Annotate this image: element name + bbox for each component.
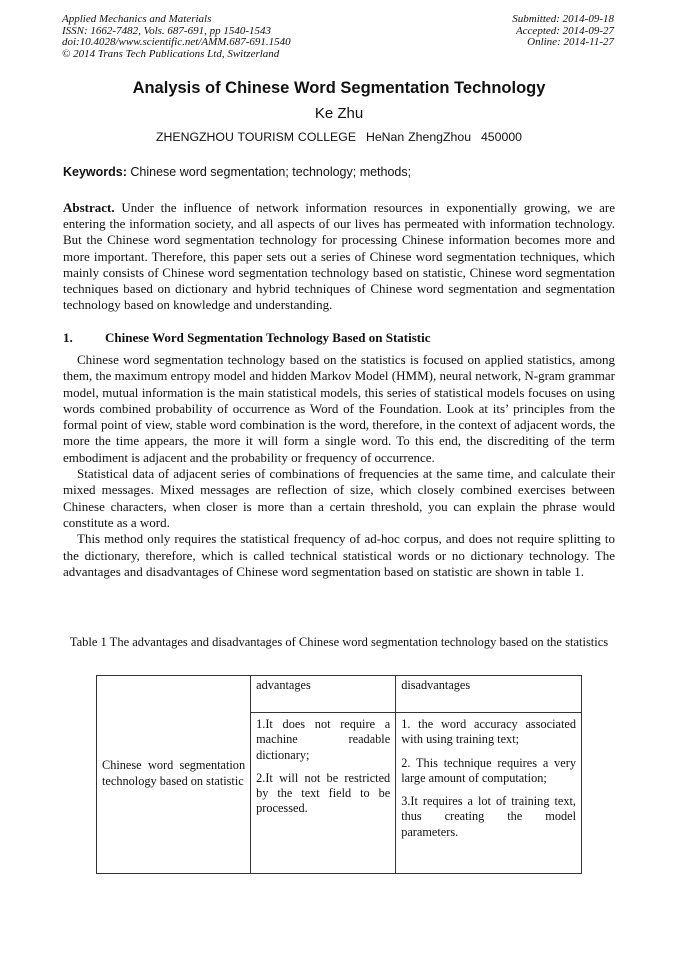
keywords-label: Keywords: <box>63 165 127 179</box>
body-paragraph: Statistical data of adjacent series of combinations of frequencies at the same time, and calculate their mixed messages. Mixed messages are reflection of size, which closely combined exercises between Chinese characters, when closer is more than a certain threshold, you can explain the phrase would constitute as a word. <box>63 466 615 530</box>
disadvantages-cell <box>396 713 582 874</box>
advantages-cell <box>251 713 396 874</box>
advantages-table <box>96 675 582 874</box>
advantage-item: 2.It will not be restricted by the text field to be processed. <box>256 770 391 816</box>
section-heading <box>63 330 431 346</box>
advantage-item: 1.It does not require a machine readable dictionary; <box>256 717 391 762</box>
publication-dates <box>512 14 614 49</box>
table-header-row <box>97 676 582 713</box>
affiliation-institution: ZHENGZHOU TOURISM COLLEGE <box>155 130 357 144</box>
disadvantage-item: 2. This technique requires a very large amount of computation; <box>401 755 576 785</box>
journal-info <box>62 14 291 60</box>
journal-issn: ISSN: 1662-7482, Vols. 687-691, pp 1540-1543 <box>62 24 271 37</box>
affiliation-postcode: 450000 <box>480 130 523 144</box>
journal-name: Applied Mechanics and Materials <box>62 13 212 25</box>
table-caption: Table 1 The advantages and disadvantages of Chinese word segmentation technology based on the statistics <box>69 635 609 649</box>
disadvantage-item: 3.It requires a lot of training text, thus creating the model parameters. <box>401 794 576 839</box>
paper-title: Analysis of Chinese Word Segmentation Technology <box>132 79 546 97</box>
abstract-label: Abstract. <box>63 200 115 215</box>
row-label: Chinese word segmentation technology based on statistic <box>102 758 246 788</box>
journal-doi: doi:10.4028/www.scientific.net/AMM.687-691.1540 <box>62 36 291 48</box>
body-paragraph: Chinese word segmentation technology based on the statistics is focused on applied statistics, among them, the maximum entropy model and hidden Markov Model (HMM), neural network, N-gram grammar model, mutual information is the main statistical models, this series of statistical models focuses on using words combined probability of occurrence as Word of the Foundation. Look at its’ principles from the formal point of view, stable word combination is the word, therefore, in the context of adjacent words, the more the time appears, the more it will form a single word. To this end, the discrediting of the term embodiment is adjacent and the probability or frequency of occurrence. <box>63 352 615 465</box>
disadvantage-item: 1. the word accuracy associated with using training text; <box>401 717 576 747</box>
accepted-date: Accepted: 2014-09-27 <box>515 24 614 37</box>
row-label-cell <box>97 676 251 874</box>
abstract <box>63 200 615 313</box>
body-paragraph: This method only requires the statistical frequency of ad-hoc corpus, and does not require splitting to the dictionary, therefore, which is called technical statistical words or no dictionary technology. The advantages and disadvantages of Chinese word segmentation based on statistic are shown in table 1. <box>63 531 615 579</box>
abstract-text: Under the influence of network information resources in exponentially growing, we are entering the information society, and all aspects of our lives has permeated with information technology. But the Chinese word segmentation technology for processing Chinese information becomes more and more important. Therefore, this paper sets out a series of Chinese word segmentation techniques, which mainly consists of Chinese word segmentation technology based on statistic, Chinese word segmentation techniques based on dictionary and hybrid techniques of Chinese word segmentation and segmentation technology based on knowledge and understanding. <box>63 200 615 313</box>
paper-author: Ke Zhu <box>314 105 364 122</box>
header-advantages: advantages <box>251 676 396 713</box>
section-number: 1. <box>63 330 73 345</box>
online-date: Online: 2014-11-27 <box>527 36 614 48</box>
keywords <box>63 165 411 179</box>
section-title: Chinese Word Segmentation Technology Based on Statistic <box>105 330 431 345</box>
affiliation-location: HeNan ZhengZhou <box>365 130 472 144</box>
section-body <box>63 352 615 580</box>
journal-copyright: © 2014 Trans Tech Publications Ltd, Switzerland <box>62 47 280 60</box>
submitted-date: Submitted: 2014-09-18 <box>512 13 614 25</box>
keywords-text: Chinese word segmentation; technology; methods; <box>130 165 412 179</box>
author-affiliation <box>0 130 678 144</box>
header-disadvantages: disadvantages <box>396 676 582 713</box>
